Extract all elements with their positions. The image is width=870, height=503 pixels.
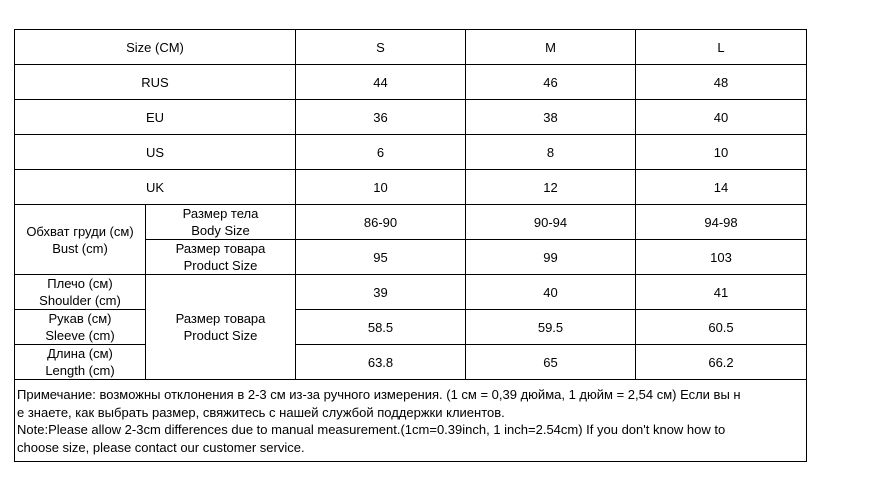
note-cell: [15, 380, 807, 462]
row-label-rus: RUS: [15, 65, 296, 100]
table-cell: 6: [296, 135, 466, 170]
product-group-label-ru: Размер товара: [175, 311, 266, 326]
product-group-label-en: Product Size: [183, 328, 258, 343]
row-label-us: US: [15, 135, 296, 170]
table-row: [15, 310, 807, 345]
table-cell: 59.5: [466, 310, 636, 345]
table-cell: 38: [466, 100, 636, 135]
table-cell: 41: [636, 275, 807, 310]
product-group-label-cell: [146, 275, 296, 380]
length-label-en: Length (cm): [45, 363, 115, 378]
table-row: [15, 65, 807, 100]
table-cell: 10: [636, 135, 807, 170]
row-label-eu: EU: [15, 100, 296, 135]
note-en-line-1: Note:Please allow 2-3cm differences due to manual measurement.(1cm=0.39inch, 1 inch=2.54cm) If you don't know how to: [17, 422, 726, 437]
body-size-label-en: Body Size: [191, 223, 250, 238]
table-row: [15, 345, 807, 380]
table-cell: 65: [466, 345, 636, 380]
shoulder-label-ru: Плечо (см): [47, 276, 113, 291]
size-header-s: S: [296, 30, 466, 65]
table-cell: 44: [296, 65, 466, 100]
table-cell: 60.5: [636, 310, 807, 345]
table-cell: 10: [296, 170, 466, 205]
length-label-ru: Длина (см): [47, 346, 113, 361]
table-row: [15, 100, 807, 135]
table-cell: 8: [466, 135, 636, 170]
length-label-cell: [15, 345, 146, 380]
table-cell: 90-94: [466, 205, 636, 240]
table-cell: 63.8: [296, 345, 466, 380]
table-cell: 39: [296, 275, 466, 310]
table-cell: 94-98: [636, 205, 807, 240]
table-cell: 66.2: [636, 345, 807, 380]
bust-label-ru: Обхват груди (см): [26, 223, 134, 239]
size-header-m: M: [466, 30, 636, 65]
table-cell: 99: [466, 240, 636, 275]
body-size-label-cell: [146, 205, 296, 240]
size-chart-table: [14, 29, 807, 462]
note-ru-line-2: е знаете, как выбрать размер, свяжитесь с нашей службой поддержки клиентов.: [17, 404, 505, 420]
table-row: [15, 275, 807, 310]
table-cell: 95: [296, 240, 466, 275]
header-row: [15, 30, 807, 65]
table-cell: 46: [466, 65, 636, 100]
product-size-label-ru: Размер товара: [175, 241, 266, 256]
table-cell: 86-90: [296, 205, 466, 240]
table-cell: 36: [296, 100, 466, 135]
table-cell: 40: [466, 275, 636, 310]
table-cell: 58.5: [296, 310, 466, 345]
table-cell: 12: [466, 170, 636, 205]
table-cell: 40: [636, 100, 807, 135]
sleeve-label-en: Sleeve (cm): [45, 328, 115, 343]
table-cell: 103: [636, 240, 807, 275]
table-row: [15, 170, 807, 205]
sleeve-label-cell: [15, 310, 146, 345]
note-ru-line-1: Примечание: возможны отклонения в 2-3 см из-за ручного измерения. (1 см = 0,39 дюйма, 1 дюйм = 2,54 см) Если вы н: [17, 387, 741, 402]
product-size-label-en: Product Size: [183, 258, 258, 273]
product-size-label-cell: [146, 240, 296, 275]
sleeve-label-ru: Рукав (см): [48, 311, 112, 326]
bust-label-en: Bust (cm): [52, 240, 108, 256]
size-header-label: Size (CM): [15, 30, 296, 65]
row-label-uk: UK: [15, 170, 296, 205]
note-row: [15, 380, 807, 462]
shoulder-label-cell: [15, 275, 146, 310]
table-cell: 48: [636, 65, 807, 100]
body-size-label-ru: Размер тела: [182, 206, 259, 221]
note-en-line-2: choose size, please contact our customer service.: [17, 439, 305, 455]
shoulder-label-en: Shoulder (cm): [39, 293, 121, 308]
table-row: [15, 205, 807, 240]
bust-label-cell: [15, 205, 146, 275]
table-row: [15, 135, 807, 170]
size-header-l: L: [636, 30, 807, 65]
table-cell: 14: [636, 170, 807, 205]
